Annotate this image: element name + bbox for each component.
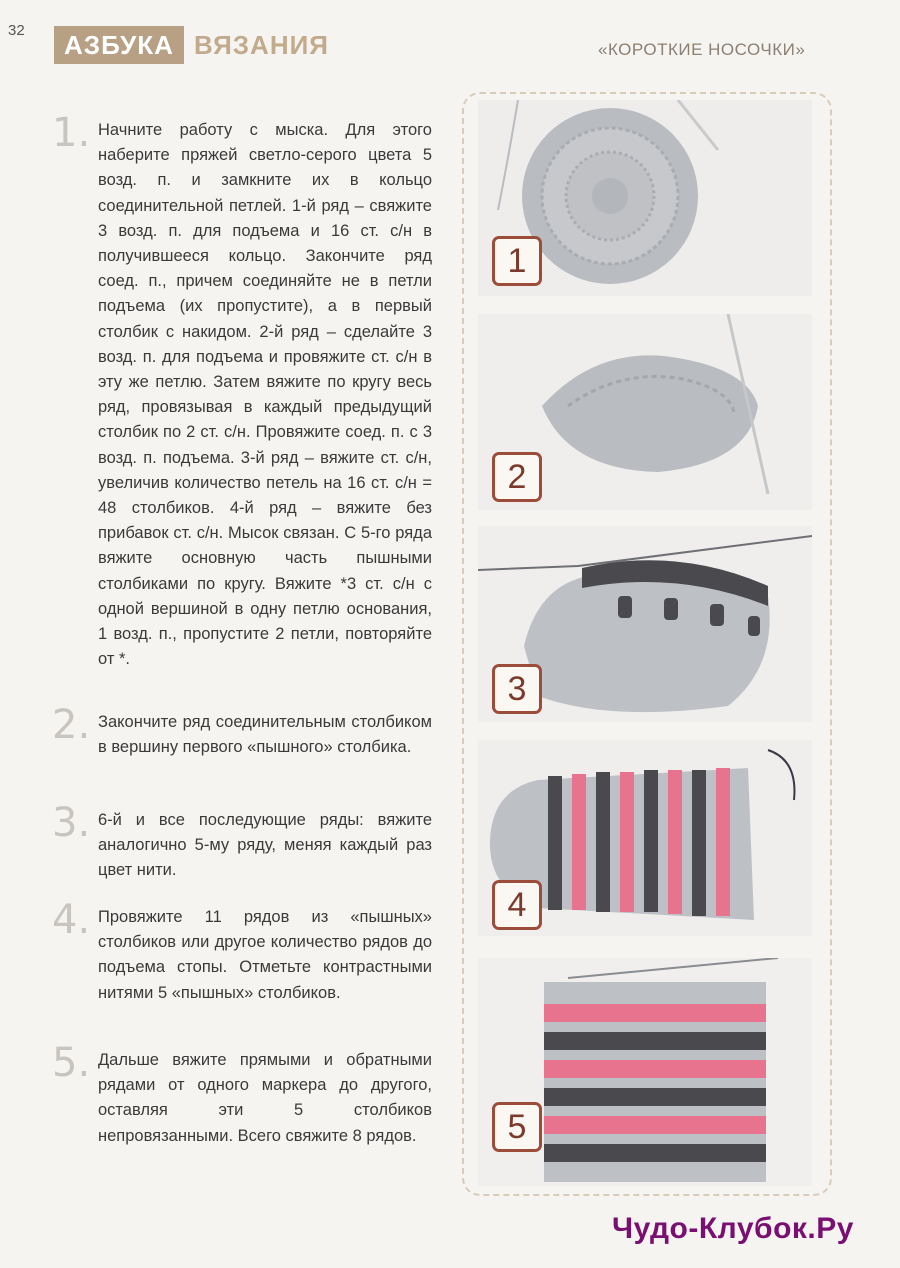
step-number: 3. bbox=[52, 800, 91, 846]
magazine-brand bbox=[54, 26, 329, 64]
photo-4 bbox=[478, 740, 812, 936]
photo-5 bbox=[478, 958, 812, 1186]
step-text: Начните работу с мыска. Для этого наберите пряжей светло-серого цвета 5 возд. п. и замкните их в кольцо соединительной петлей. 1-й ряд – свяжите 3 возд. п. для подъема и 16 ст. с/н в получившееся кольцо. Закончите ряд соед. п., причем соединяйте не в петли подъема (их пропустите), а в первый столбик с накидом. 2-й ряд – сделайте 3 возд. п. для подъема и провяжите ст. с/н в эту же петлю. Затем вяжите по кругу весь ряд, провязывая в каждый предыдущий столбик по 2 ст. с/н. Провяжите соед. п. с 3 возд. п. подъема. 3-й ряд – вяжите ст. с/н, увеличив количество петель на 16 ст. с/н = 48 столбиков. 4-й ряд – вяжите без прибавок ст. с/н. Мысок связан. С 5-го ряда вяжите основную часть пышными столбиками по кругу. Вяжите *3 ст. с/н с одной вершиной в одну петлю основания, 1 возд. п., пропустите 2 петли, повторяйте от *. bbox=[98, 121, 432, 669]
step-1 bbox=[52, 110, 432, 672]
photo-1 bbox=[478, 100, 812, 296]
photo-2 bbox=[478, 314, 812, 510]
step-text: 6-й и все последующие ряды: вяжите аналогично 5-му ряду, меняя каждый раз цвет нити. bbox=[98, 811, 432, 880]
photo-number-badge: 3 bbox=[492, 664, 542, 714]
step-3 bbox=[52, 800, 432, 884]
brand-part2: ВЯЗАНИЯ bbox=[193, 29, 329, 60]
step-5 bbox=[52, 1040, 432, 1149]
step-text: Провяжите 11 рядов из «пышных» столбиков или другое количество рядов до подъема стопы. Отметьте контрастными нитями 5 «пышных» столбиков. bbox=[98, 908, 432, 1002]
step-number: 2. bbox=[52, 702, 91, 748]
step-text: Закончите ряд соединительным столбиком в вершину первого «пышного» столбика. bbox=[98, 713, 432, 757]
photo-number-badge: 2 bbox=[492, 452, 542, 502]
step-number: 4. bbox=[52, 897, 91, 943]
page-number: 32 bbox=[8, 22, 25, 39]
step-number: 1. bbox=[52, 110, 91, 156]
step-number: 5. bbox=[52, 1040, 91, 1086]
step-2 bbox=[52, 702, 432, 760]
step-4 bbox=[52, 897, 432, 1006]
brand-part1: АЗБУКА bbox=[54, 26, 184, 64]
site-watermark: Чудо-Клубок.Ру bbox=[612, 1212, 854, 1245]
photo-3 bbox=[478, 526, 812, 722]
article-title: «КОРОТКИЕ НОСОЧКИ» bbox=[598, 40, 806, 59]
photo-number-badge: 5 bbox=[492, 1102, 542, 1152]
photo-number-badge: 4 bbox=[492, 880, 542, 930]
step-text: Дальше вяжите прямыми и обратными рядами от одного маркера до другого, оставляя эти 5 столбиков непровязанными. Всего свяжите 8 рядов. bbox=[98, 1051, 432, 1145]
photo-number-badge: 1 bbox=[492, 236, 542, 286]
